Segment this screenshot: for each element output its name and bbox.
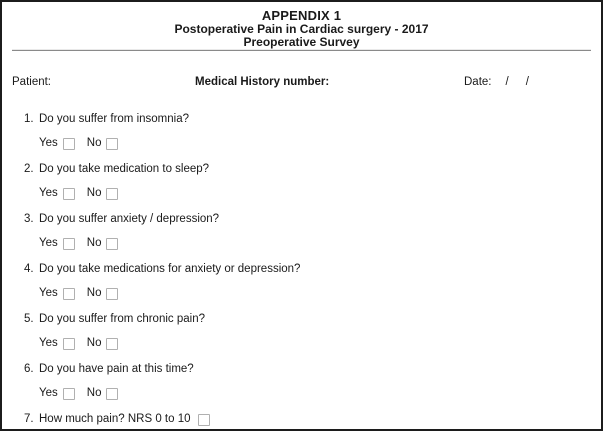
no-label: No bbox=[86, 237, 102, 249]
no-label: No bbox=[86, 387, 102, 399]
question-text: How much pain? NRS 0 to 10 bbox=[39, 413, 191, 425]
question-line bbox=[24, 363, 601, 376]
no-label: No bbox=[86, 187, 102, 199]
question-item bbox=[2, 113, 601, 150]
form-header bbox=[2, 2, 601, 48]
answer-line bbox=[39, 337, 601, 350]
question-line bbox=[24, 163, 601, 176]
answer-line bbox=[39, 287, 601, 300]
yes-checkbox[interactable] bbox=[63, 138, 75, 150]
question-number: 1. bbox=[24, 113, 34, 125]
answer-line bbox=[39, 137, 601, 150]
no-checkbox[interactable] bbox=[106, 388, 118, 400]
yes-label: Yes bbox=[39, 387, 58, 399]
answer-line bbox=[39, 387, 601, 400]
yes-label: Yes bbox=[39, 137, 58, 149]
question-item bbox=[2, 313, 601, 350]
no-checkbox[interactable] bbox=[106, 188, 118, 200]
no-label: No bbox=[86, 137, 102, 149]
yes-checkbox[interactable] bbox=[63, 388, 75, 400]
no-checkbox[interactable] bbox=[106, 138, 118, 150]
question-item bbox=[2, 163, 601, 200]
yes-checkbox[interactable] bbox=[63, 238, 75, 250]
date-separator: / bbox=[525, 76, 529, 88]
yes-checkbox[interactable] bbox=[63, 188, 75, 200]
yes-label: Yes bbox=[39, 287, 58, 299]
question-number: 5. bbox=[24, 313, 34, 325]
question-text: Do you suffer from chronic pain? bbox=[39, 313, 205, 325]
appendix-title: APPENDIX 1 bbox=[261, 8, 342, 23]
yes-label: Yes bbox=[39, 237, 58, 249]
question-item bbox=[2, 363, 601, 400]
no-label: No bbox=[86, 287, 102, 299]
question-number: 3. bbox=[24, 213, 34, 225]
question-text: Do you take medications for anxiety or depression? bbox=[39, 263, 301, 275]
question-item bbox=[2, 413, 601, 426]
questions-list bbox=[2, 113, 601, 426]
yes-label: Yes bbox=[39, 337, 58, 349]
nrs-checkbox[interactable] bbox=[198, 414, 210, 426]
question-number: 7. bbox=[24, 413, 34, 425]
patient-info-row bbox=[2, 76, 601, 89]
medical-history-label: Medical History number: bbox=[195, 76, 330, 88]
yes-label: Yes bbox=[39, 187, 58, 199]
survey-subtitle: Preoperative Survey bbox=[243, 35, 360, 49]
question-number: 2. bbox=[24, 163, 34, 175]
question-number: 4. bbox=[24, 263, 34, 275]
question-number: 6. bbox=[24, 363, 34, 375]
no-checkbox[interactable] bbox=[106, 238, 118, 250]
question-line bbox=[24, 113, 601, 126]
question-text: Do you take medication to sleep? bbox=[39, 163, 210, 175]
question-item bbox=[2, 263, 601, 300]
no-checkbox[interactable] bbox=[106, 338, 118, 350]
answer-line bbox=[39, 237, 601, 250]
yes-checkbox[interactable] bbox=[63, 288, 75, 300]
question-text: Do you suffer from insomnia? bbox=[39, 113, 189, 125]
question-text: Do you suffer anxiety / depression? bbox=[39, 213, 220, 225]
no-checkbox[interactable] bbox=[106, 288, 118, 300]
question-line bbox=[24, 263, 601, 276]
date-separator: / bbox=[505, 76, 509, 88]
date-label: Date: bbox=[464, 76, 492, 88]
header-divider bbox=[12, 49, 591, 51]
date-field bbox=[464, 76, 529, 89]
patient-label: Patient: bbox=[12, 76, 51, 88]
yes-checkbox[interactable] bbox=[63, 338, 75, 350]
question-line bbox=[24, 413, 601, 426]
question-item bbox=[2, 213, 601, 250]
answer-line bbox=[39, 187, 601, 200]
question-line bbox=[24, 213, 601, 226]
survey-title: Postoperative Pain in Cardiac surgery - 2017 bbox=[174, 22, 429, 36]
question-line bbox=[24, 313, 601, 326]
question-text: Do you have pain at this time? bbox=[39, 363, 194, 375]
no-label: No bbox=[86, 337, 102, 349]
